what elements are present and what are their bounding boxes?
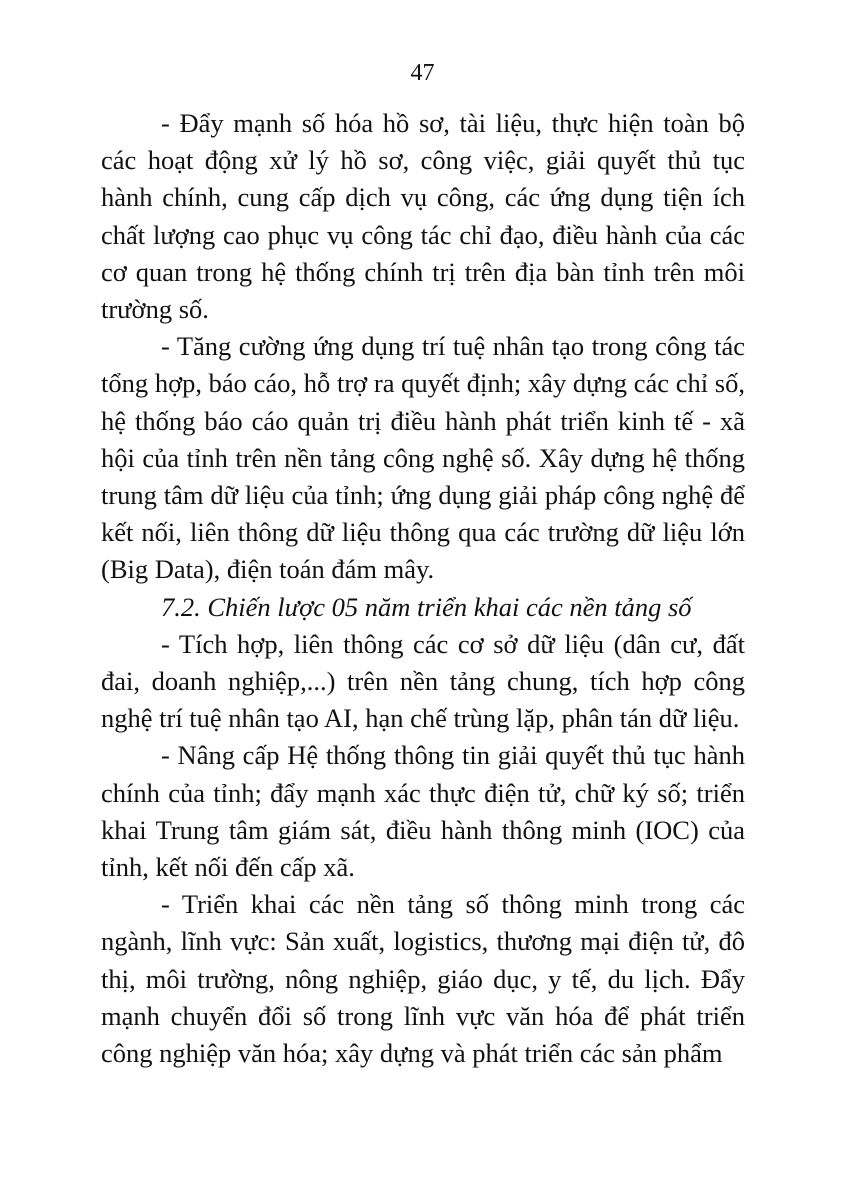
paragraph-ai-application: - Tăng cường ứng dụng trí tuệ nhân tạo trong công tác tổng hợp, báo cáo, hỗ trợ ra quyết định; xây dựng các chỉ số, hệ thống báo cáo quản trị điều hành phát triển kinh tế - xã hội của tỉnh trên nền tảng công nghệ số. Xây dựng hệ thống trung tâm dữ liệu của tỉnh; ứng dụng giải pháp công nghệ để kết nối, liên thông dữ liệu thông qua các trường dữ liệu lớn (Big Data), điện toán đám mây. (101, 331, 745, 585)
paragraph-smart-platforms: - Triển khai các nền tảng số thông minh trong các ngành, lĩnh vực: Sản xuất, logistics, thương mại điện tử, đô thị, môi trường, nông nghiệp, giáo dục, y tế, du lịch. Đẩy mạnh chuyển đổi số trong lĩnh vực văn hóa để phát triển công nghiệp văn hóa; xây dựng và phát triển các sản phẩm (101, 889, 745, 1069)
paragraph-database-integration: - Tích hợp, liên thông các cơ sở dữ liệu (dân cư, đất đai, doanh nghiệp,...) trên nền tảng chung, tích hợp công nghệ trí tuệ nhân tạo AI, hạn chế trùng lặp, phân tán dữ liệu. (101, 628, 745, 734)
document-body (101, 105, 745, 1072)
paragraph-admin-system-upgrade: - Nâng cấp Hệ thống thông tin giải quyết thủ tục hành chính của tỉnh; đẩy mạnh xác thực điện tử, chữ ký số; triển khai Trung tâm giám sát, điều hành thông minh (IOC) của tỉnh, kết nối đến cấp xã. (101, 740, 745, 883)
paragraph-digitize-records: - Đẩy mạnh số hóa hồ sơ, tài liệu, thực hiện toàn bộ các hoạt động xử lý hồ sơ, công việc, giải quyết thủ tục hành chính, cung cấp dịch vụ công, các ứng dụng tiện ích chất lượng cao phục vụ công tác chỉ đạo, điều hành của các cơ quan trong hệ thống chính trị trên địa bàn tỉnh trên môi trường số. (101, 108, 745, 325)
page-number: 47 (410, 60, 435, 86)
section-heading: 7.2. Chiến lược 05 năm triển khai các nền tảng số (161, 591, 692, 622)
